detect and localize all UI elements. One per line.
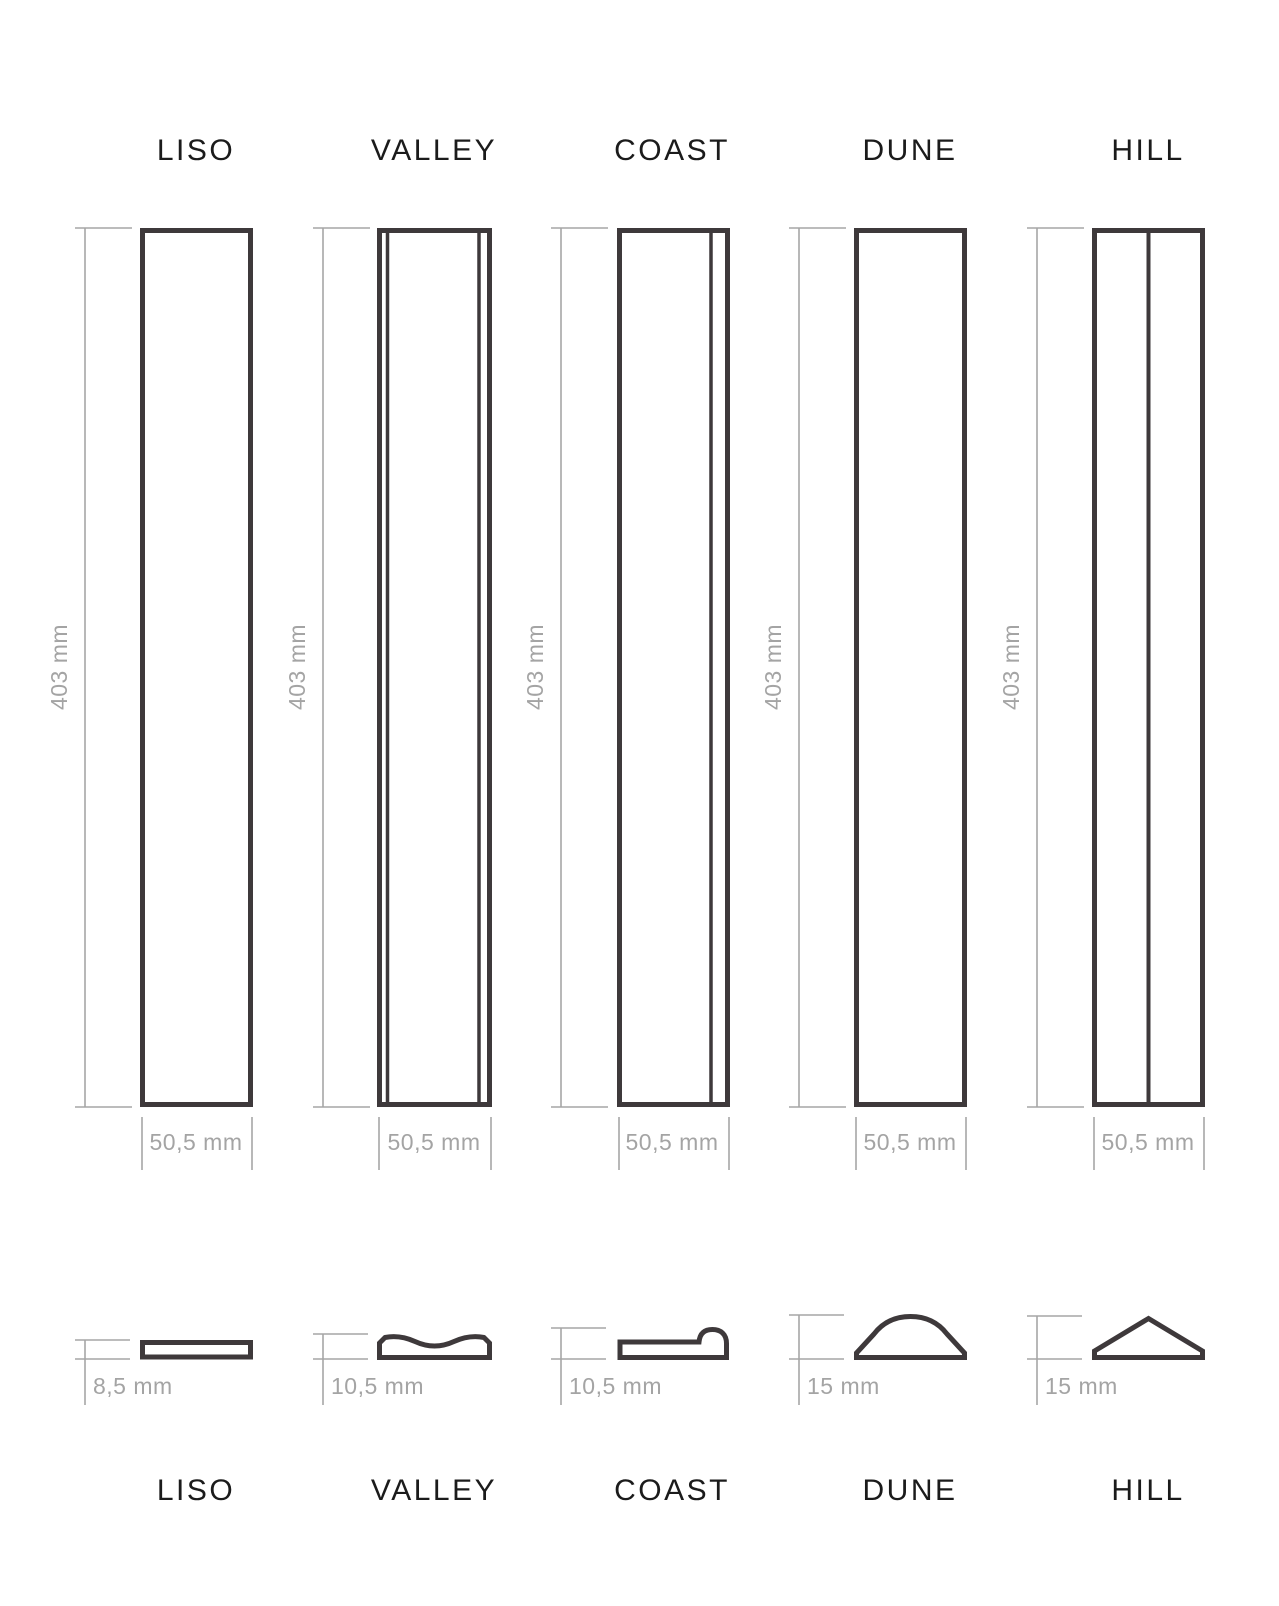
coast-profile-shape [620,1330,727,1358]
dune-profile-shape [857,1317,965,1358]
valley-thickness-value: 10,5 mm [331,1373,424,1399]
liso-width-value: 50,5 mm [149,1129,243,1155]
valley-profile-shape [380,1337,490,1358]
dune-width-value: 50,5 mm [863,1129,957,1155]
dune-top-label: DUNE [862,134,958,167]
liso-top-label: LISO [156,134,236,167]
coast-top-label: COAST [614,134,730,167]
liso-profile-shape [143,1343,251,1358]
liso-front-view [143,231,251,1105]
valley-drawing [313,228,491,1405]
liso-drawing [75,228,252,1405]
coast-thickness-value: 10,5 mm [569,1373,662,1399]
hill-height-value: 403 mm [998,623,1024,711]
coast-bottom-label: COAST [614,1474,730,1507]
dune-bottom-label: DUNE [862,1474,958,1507]
hill-bottom-label: HILL [1111,1474,1185,1507]
dune-front-view [857,231,965,1105]
hill-width-value: 50,5 mm [1101,1129,1195,1155]
liso-height-value: 403 mm [46,623,72,711]
liso-bottom-label: LISO [156,1474,236,1507]
hill-top-label: HILL [1111,134,1185,167]
dune-drawing [789,228,966,1405]
hill-drawing [1027,228,1204,1405]
valley-bottom-label: VALLEY [370,1474,498,1507]
hill-profile-shape [1095,1319,1203,1358]
hill-thickness-value: 15 mm [1045,1373,1118,1399]
dune-thickness-value: 15 mm [807,1373,880,1399]
valley-height-value: 403 mm [284,623,310,711]
coast-width-value: 50,5 mm [625,1129,719,1155]
coast-drawing [551,228,729,1405]
valley-front-view [380,231,490,1105]
valley-top-label: VALLEY [370,134,498,167]
liso-thickness-value: 8,5 mm [93,1373,173,1399]
valley-width-value: 50,5 mm [387,1129,481,1155]
dune-height-value: 403 mm [760,623,786,711]
coast-height-value: 403 mm [522,623,548,711]
